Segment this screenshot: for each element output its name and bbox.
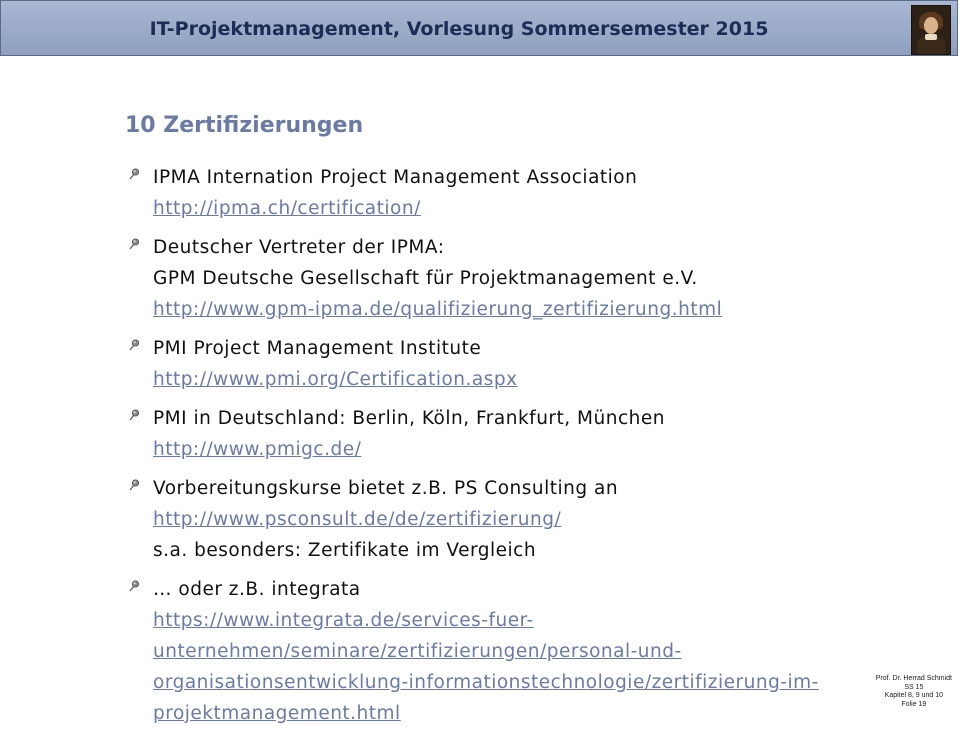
- list-item: [128, 473, 948, 566]
- bullet-list: [128, 162, 948, 737]
- bullet-text: IPMA Internation Project Management Association: [153, 167, 638, 188]
- bullet-text: PMI in Deutschland: Berlin, Köln, Frankfurt, München: [153, 408, 665, 429]
- list-item: [128, 333, 948, 395]
- link[interactable]: http://ipma.ch/certification/: [153, 198, 421, 219]
- slide-header: [0, 0, 958, 56]
- link[interactable]: http://www.pmigc.de/: [153, 439, 362, 460]
- footer-line: Kapitel 8, 9 und 10: [884, 692, 944, 699]
- slide-title: 10 Zertifizierungen: [125, 113, 364, 138]
- footer-line: SS 15: [904, 683, 924, 691]
- link[interactable]: http://www.gpm-ipma.de/qualifizierung_zertifizierung.html: [153, 299, 723, 320]
- list-item: [128, 403, 948, 465]
- link[interactable]: http://www.pmi.org/Certification.aspx: [153, 369, 518, 390]
- bullet-text: PMI Project Management Institute: [153, 338, 482, 359]
- portrait-icon: [911, 5, 951, 55]
- bullet-text: … oder z.B. integrata: [153, 579, 361, 600]
- list-item: [128, 162, 948, 224]
- footer-line: Folie 19: [901, 700, 927, 708]
- link[interactable]: organisationsentwicklung-informationstechnologie/zertifizierung-im-: [153, 672, 819, 693]
- bullet-text: Deutscher Vertreter der IPMA:: [153, 237, 445, 258]
- slide-footer: [876, 675, 952, 709]
- footer-line: Prof. Dr. Herrad Schmidt: [875, 675, 952, 682]
- bullet-text: s.a. besonders: Zertifikate im Vergleich: [153, 540, 537, 561]
- link[interactable]: unternehmen/seminare/zertifizierungen/personal-und-: [153, 641, 682, 662]
- link[interactable]: projektmanagement.html: [153, 703, 401, 724]
- link[interactable]: https://www.integrata.de/services-fuer-: [153, 610, 534, 631]
- bullet-text: Vorbereitungskurse bietet z.B. PS Consulting an: [153, 478, 619, 499]
- bullet-text: GPM Deutsche Gesellschaft für Projektmanagement e.V.: [153, 268, 698, 289]
- link[interactable]: http://www.psconsult.de/de/zertifizierung/: [153, 509, 562, 530]
- list-item: [128, 232, 948, 325]
- header-title: IT-Projektmanagement, Vorlesung Sommersemester 2015: [149, 18, 769, 40]
- list-item: [128, 574, 948, 729]
